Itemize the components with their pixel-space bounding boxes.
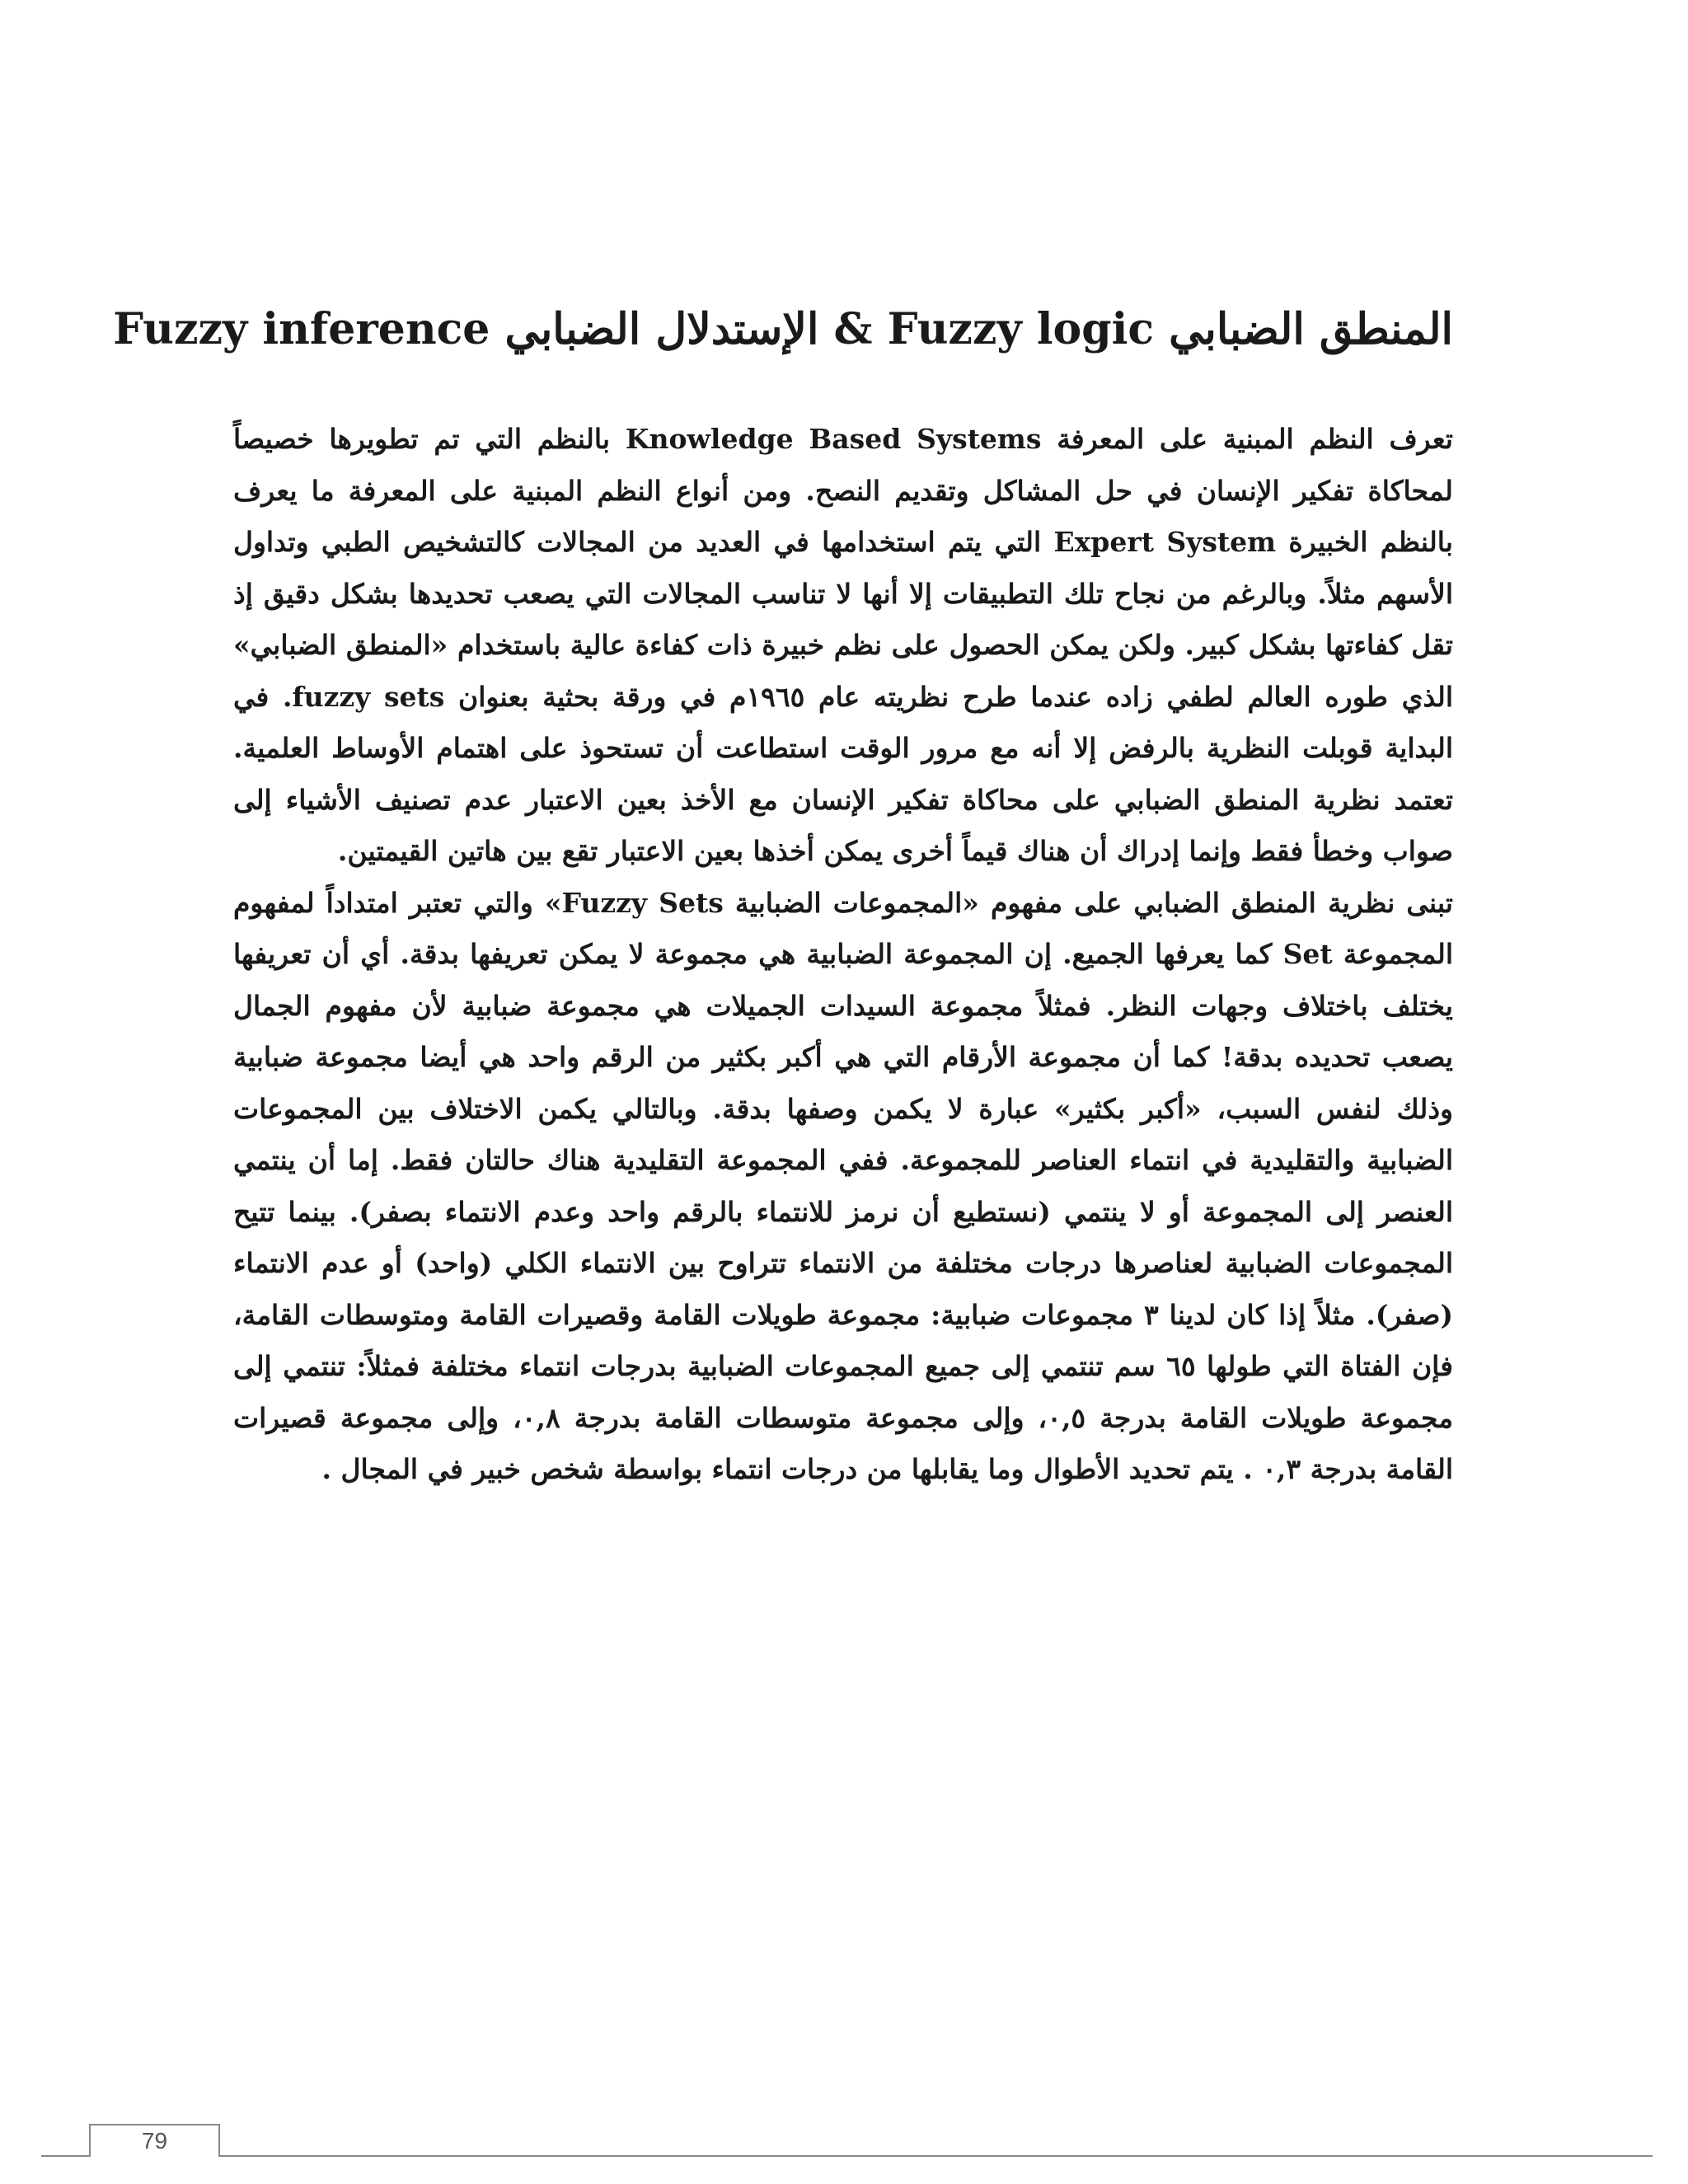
paragraph-fuzzy-sets: تبنى نظرية المنطق الضبابي على مفهوم «المجموعات الضبابية Fuzzy Sets» والتي تعتبر امتداداً لمفهوم المجموعة Set كما يعرفها الجميع. إن المجموعة الضبابية هي مجموعة لا يمكن تعريفها بدقة. أي أن تعريفها يختلف باختلاف وجهات النظر. فمثلاً مجموعة السيدات الجميلات هي مجموعة ضبابية لأن مفهوم الجمال يصعب تحديده بدقة! كما أن مجموعة الأرقام التي هي أكبر بكثير من الرقم واحد هي أيضا مجموعة ضبابية وذلك لنفس السبب، «أكبر بكثير» عبارة لا يكمن وصفها بدقة. وبالتالي يكمن الاختلاف بين المجموعات الضبابية والتقليدية في انتماء العناصر للمجموعة. ففي المجموعة التقليدية هناك حالتان فقط. إما أن ينتمي العنصر إلى المجموعة أو لا ينتمي (نستطيع أن نرمز للانتماء بالرقم واحد وعدم الانتماء بصفر). بينما تتيح المجموعات الضبابية لعناصرها درجات مختلفة من الانتماء تتراوح بين الانتماء الكلي (واحد) أو عدم الانتماء (صفر). مثلاً إذا كان لدينا ٣ مجموعات ضبابية: مجموعة طويلات القامة وقصيرات القامة ومتوسطات القامة، فإن الفتاة التي طولها ٦٥ سم تنتمي إلى جميع المجموعات الضبابية بدرجات انتماء مختلفة فمثلاً: تنتمي إلى مجموعة طويلات القامة بدرجة ٠,٥، وإلى مجموعة متوسطات القامة بدرجة ٠,٨، وإلى مجموعة قصيرات القامة بدرجة ٠,٣ . يتم تحديد الأطوال وما يقابلها من درجات انتماء بواسطة شخص خبير في المجال . — [233, 886, 1454, 1485]
page-number: 79 — [89, 2124, 220, 2157]
paragraph-knowledge-systems: تعرف النظم المبنية على المعرفة Knowledge Based Systems بالنظم التي تم تطويرها خصيصاً لمحاكاة تفكير الإنسان في حل المشاكل وتقديم النصح. ومن أنواع النظم المبنية على المعرفة ما يعرف بالنظم الخبيرة Expert System التي يتم استخدامها في العديد من المجالات كالتشخيص الطبي وتداول الأسهم مثلاً. وبالرغم من نجاح تلك التطبيقات إلا أنها لا تناسب المجالات التي يصعب تحديدها بشكل دقيق إذ تقل كفاءتها بشكل كبير. ولكن يمكن الحصول على نظم خبيرة ذات كفاءة عالية باستخدام «المنطق الضبابي» الذي طوره العالم لطفي زاده عندما طرح نظريته عام ١٩٦٥م في ورقة بحثية بعنوان fuzzy sets. في البداية قوبلت النظرية بالرفض إلا أنه مع مرور الوقت استطاعت أن تستحوذ على اهتمام الأوساط العلمية. تعتمد نظرية المنطق الضبابي على محاكاة تفكير الإنسان مع الأخذ بعين الاعتبار عدم تصنيف الأشياء إلى صواب وخطأ فقط وإنما إدراك أن هناك قيماً أخرى يمكن أخذها بعين الاعتبار تقع بين هاتين القيمتين. — [233, 423, 1453, 867]
footer-rule — [41, 2155, 1653, 2157]
section-heading: المنطق الضبابي Fuzzy logic & الإستدلال الضبابي Fuzzy inference — [113, 304, 1453, 354]
body-text — [233, 414, 1453, 1496]
